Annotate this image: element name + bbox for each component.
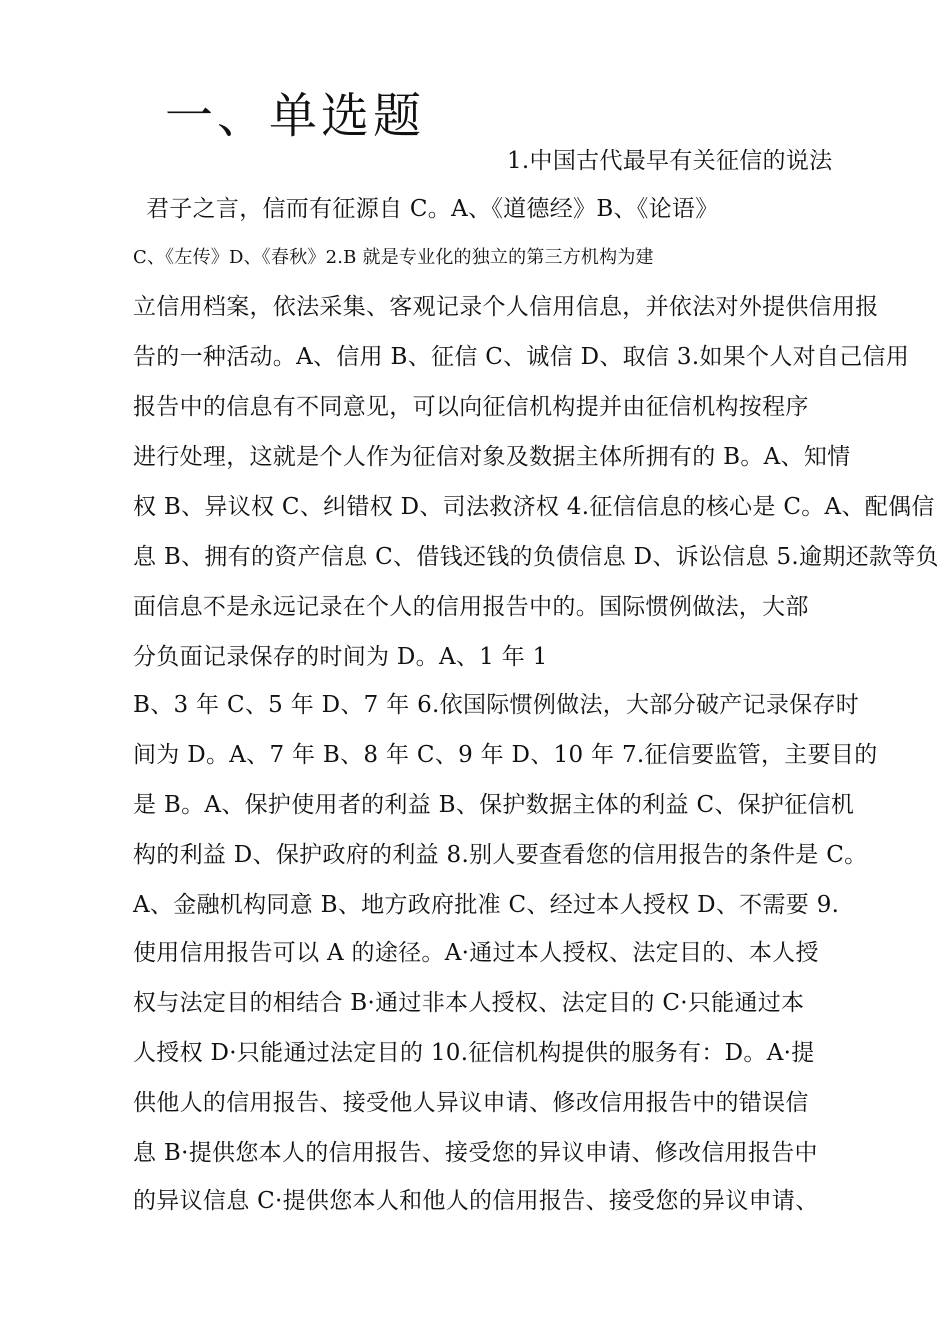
text-line: 的异议信息 C·提供您本人和他人的信用报告、接受您的异议申请、 (133, 1188, 819, 1214)
text-line: 是 B。A、保护使用者的利益 B、保护数据主体的利益 C、保护征信机 (133, 792, 855, 818)
text-line: 构的利益 D、保护政府的利益 8.别人要查看您的信用报告的条件是 C。 (133, 842, 868, 868)
section-heading: 一、单选题 (165, 88, 426, 144)
text-line: 1.中国古代最早有关征信的说法 (507, 148, 833, 174)
text-line: C、《左传》D、《春秋》2.B 就是专业化的独立的第三方机构为建 (133, 247, 654, 268)
text-line: 间为 D。A、7 年 B、8 年 C、9 年 D、10 年 7.征信要监管，主要目的 (133, 742, 878, 768)
text-line: 息 B、拥有的资产信息 C、借钱还钱的负债信息 D、诉讼信息 5.逾期还款等负 (133, 544, 939, 570)
text-line: 分负面记录保存的时间为 D。A、1 年 1 (133, 644, 548, 670)
text-line: 权 B、异议权 C、纠错权 D、司法救济权 4.征信信息的核心是 C。A、配偶信 (133, 494, 935, 520)
text-line: 人授权 D·只能通过法定目的 10.征信机构提供的服务有：D。A·提 (133, 1040, 815, 1066)
text-line: 报告中的信息有不同意见，可以向征信机构提并由征信机构按程序 (133, 394, 809, 420)
text-line: 进行处理，这就是个人作为征信对象及数据主体所拥有的 B。A、知情 (133, 444, 851, 470)
text-line: 面信息不是永远记录在个人的信用报告中的。国际惯例做法，大部 (133, 594, 809, 620)
text-line: 君子之言，信而有征源自 C。A、《道德经》B、《论语》 (146, 196, 719, 222)
text-line: B、3 年 C、5 年 D、7 年 6.依国际惯例做法，大部分破产记录保存时 (133, 692, 860, 718)
text-line: 权与法定目的相结合 B·通过非本人授权、法定目的 C·只能通过本 (133, 990, 805, 1016)
text-line: 供他人的信用报告、接受他人异议申请、修改信用报告中的错误信 (133, 1090, 809, 1116)
text-line: 立信用档案，依法采集、客观记录个人信用信息，并依法对外提供信用报 (133, 294, 879, 320)
text-line: A、金融机构同意 B、地方政府批准 C、经过本人授权 D、不需要 9. (133, 892, 840, 918)
text-line: 息 B·提供您本人的信用报告、接受您的异议申请、修改信用报告中 (133, 1140, 818, 1166)
text-line: 使用信用报告可以 A 的途径。A·通过本人授权、法定目的、本人授 (133, 940, 819, 966)
text-line: 告的一种活动。A、信用 B、征信 C、诚信 D、取信 3.如果个人对自己信用 (133, 344, 910, 370)
